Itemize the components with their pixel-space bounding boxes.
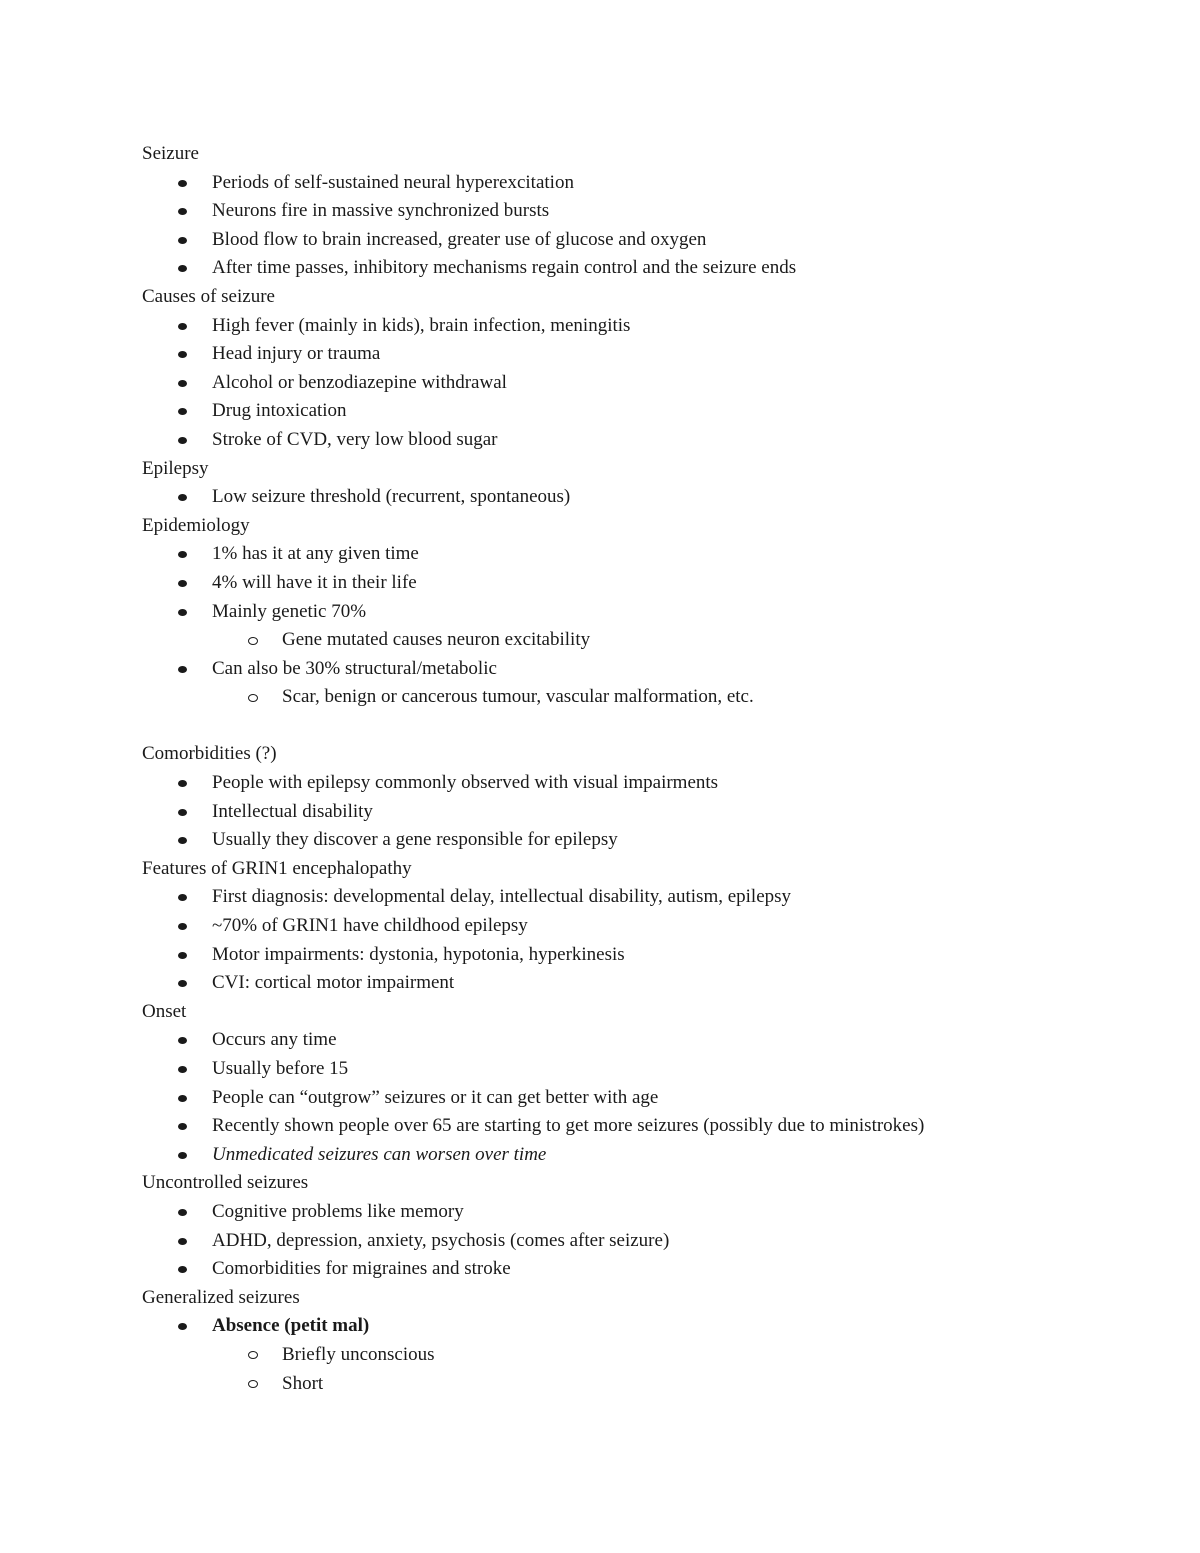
list-item-text: 1% has it at any given time bbox=[212, 543, 419, 565]
section-heading: Uncontrolled seizures bbox=[142, 1172, 309, 1194]
section-heading: Causes of seizure bbox=[142, 285, 275, 307]
list-item bbox=[142, 426, 1102, 455]
list-item-text: Blood flow to brain increased, greater use of glucose and oxygen bbox=[212, 228, 707, 250]
list-item bbox=[142, 169, 1102, 198]
list-item-text: Can also be 30% structural/metabolic bbox=[212, 657, 497, 679]
list-item-text: Cognitive problems like memory bbox=[212, 1200, 464, 1222]
list-item bbox=[142, 397, 1102, 426]
list-item-text: Mainly genetic 70% bbox=[212, 600, 367, 622]
list-item-text: Unmedicated seizures can worsen over time bbox=[212, 1143, 547, 1165]
list-item-text: ~70% of GRIN1 have childhood epilepsy bbox=[212, 915, 528, 937]
sub-list-item-text: Gene mutated causes neuron excitability bbox=[282, 629, 591, 651]
section-heading: Generalized seizures bbox=[142, 1286, 300, 1308]
list-item bbox=[142, 1255, 1102, 1284]
sub-list-item bbox=[142, 1370, 1102, 1399]
list-item-text: Recently shown people over 65 are starting to get more seizures (possibly due to ministrokes) bbox=[212, 1115, 925, 1137]
list-item-text: Drug intoxication bbox=[212, 400, 347, 422]
list-item bbox=[142, 369, 1102, 398]
list-item-text: People can “outgrow” seizures or it can get better with age bbox=[212, 1086, 659, 1108]
list-item-text: After time passes, inhibitory mechanisms regain control and the seizure ends bbox=[212, 257, 797, 279]
list-item bbox=[142, 226, 1102, 255]
list-item-text: Low seizure threshold (recurrent, spontaneous) bbox=[212, 486, 571, 508]
list-item-text: Neurons fire in massive synchronized bursts bbox=[212, 200, 550, 222]
list-item-text: ADHD, depression, anxiety, psychosis (comes after seizure) bbox=[212, 1229, 670, 1251]
list-item bbox=[142, 883, 1102, 912]
list-item-text: Absence (petit mal) bbox=[212, 1315, 370, 1337]
list-item bbox=[142, 798, 1102, 827]
list-item-text: High fever (mainly in kids), brain infection, meningitis bbox=[212, 314, 631, 336]
list-item bbox=[142, 1112, 1102, 1141]
section-heading: Comorbidities (?) bbox=[142, 743, 277, 765]
sub-list-item-text: Scar, benign or cancerous tumour, vascular malformation, etc. bbox=[282, 686, 754, 708]
list-item bbox=[142, 340, 1102, 369]
list-item bbox=[142, 1026, 1102, 1055]
section-heading: Epilepsy bbox=[142, 457, 209, 479]
list-item-text: CVI: cortical motor impairment bbox=[212, 972, 455, 994]
list-item-text: Alcohol or benzodiazepine withdrawal bbox=[212, 371, 507, 393]
list-item bbox=[142, 312, 1102, 341]
section-heading: Features of GRIN1 encephalopathy bbox=[142, 857, 412, 879]
list-item bbox=[142, 569, 1102, 598]
list-item bbox=[142, 197, 1102, 226]
blank-line bbox=[142, 712, 1102, 741]
section-heading: Seizure bbox=[142, 143, 199, 164]
list-item bbox=[142, 1227, 1102, 1256]
list-item bbox=[142, 1198, 1102, 1227]
list-item-text: Intellectual disability bbox=[212, 800, 373, 822]
list-item bbox=[142, 1312, 1102, 1341]
list-item-text: 4% will have it in their life bbox=[212, 571, 417, 593]
list-item bbox=[142, 598, 1102, 627]
list-item bbox=[142, 969, 1102, 998]
sub-list-item bbox=[142, 626, 1102, 655]
section-heading: Epidemiology bbox=[142, 514, 250, 536]
list-item-text: Stroke of CVD, very low blood sugar bbox=[212, 428, 498, 450]
list-item bbox=[142, 1055, 1102, 1084]
list-item-text: Occurs any time bbox=[212, 1029, 337, 1051]
list-item bbox=[142, 540, 1102, 569]
list-item-text: First diagnosis: developmental delay, intellectual disability, autism, epilepsy bbox=[212, 886, 792, 908]
sub-list-item-text: Briefly unconscious bbox=[282, 1343, 435, 1365]
list-item bbox=[142, 912, 1102, 941]
list-item bbox=[142, 941, 1102, 970]
list-item bbox=[142, 769, 1102, 798]
sub-list-item bbox=[142, 1341, 1102, 1370]
sub-list-item-text: Short bbox=[282, 1372, 324, 1394]
list-item bbox=[142, 826, 1102, 855]
list-item-text: Comorbidities for migraines and stroke bbox=[212, 1258, 511, 1280]
sub-list-item bbox=[142, 683, 1102, 712]
section-heading: Onset bbox=[142, 1000, 187, 1022]
list-item bbox=[142, 483, 1102, 512]
document-body bbox=[142, 140, 1102, 1398]
list-item-text: Usually they discover a gene responsible for epilepsy bbox=[212, 829, 618, 851]
list-item-text: People with epilepsy commonly observed with visual impairments bbox=[212, 772, 719, 794]
list-item bbox=[142, 1141, 1102, 1170]
list-item-text: Head injury or trauma bbox=[212, 343, 381, 365]
list-item bbox=[142, 655, 1102, 684]
list-item bbox=[142, 254, 1102, 283]
list-item-text: Motor impairments: dystonia, hypotonia, hyperkinesis bbox=[212, 943, 625, 965]
list-item-text: Periods of self-sustained neural hyperexcitation bbox=[212, 171, 574, 193]
list-item-text: Usually before 15 bbox=[212, 1058, 349, 1079]
list-item bbox=[142, 1084, 1102, 1113]
